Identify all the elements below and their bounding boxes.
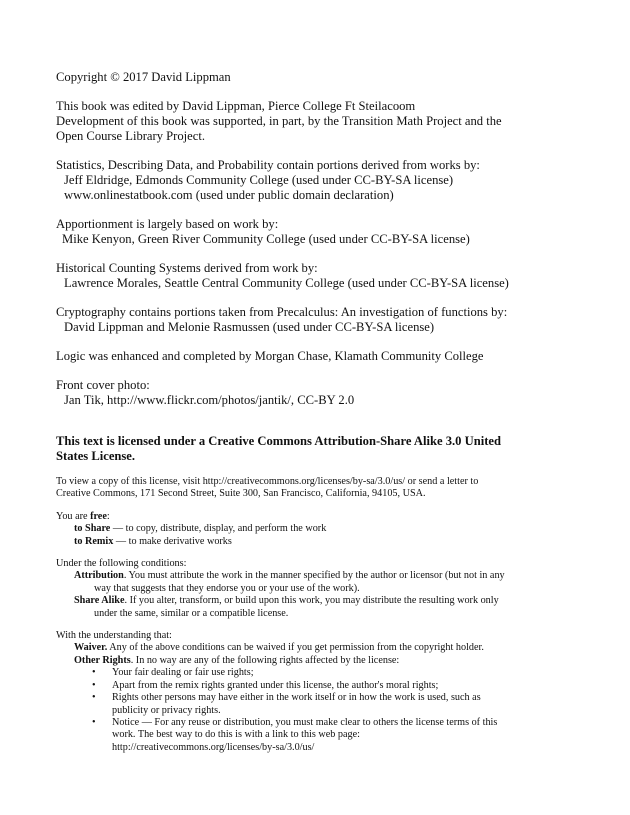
statistics-section <box>56 158 576 203</box>
list-item-line: Notice — For any reuse or distribution, you must make clear to others the license terms of this <box>112 716 498 728</box>
bullet-icon: • <box>92 679 96 691</box>
statistics-credit: www.onlinestatbook.com (used under public domain declaration) <box>64 188 394 202</box>
other-rights-item <box>56 655 576 667</box>
share-item <box>56 523 576 535</box>
license-title <box>56 434 576 464</box>
statistics-credit: Jeff Eldridge, Edmonds Community College (used under CC-BY-SA license) <box>64 173 454 187</box>
other-rights-term: Other Rights <box>74 654 131 666</box>
cryptography-credit: David Lippman and Melonie Rasmussen (used under CC-BY-SA license) <box>64 320 435 334</box>
bullet-icon: • <box>92 692 96 704</box>
waiver-term: Waiver. <box>74 642 108 654</box>
bullet-icon: • <box>92 716 96 728</box>
attribution-cont: way that suggests that they endorse you or your use of the work). <box>94 582 360 594</box>
list-item <box>92 680 576 692</box>
attribution-term: Attribution <box>74 570 124 582</box>
sharealike-text: . If you alter, transform, or build upon this work, you may distribute the resulting work only <box>124 595 499 607</box>
license-link[interactable]: http://creativecommons.org/licenses/by-sa/3.0/us/ <box>112 741 315 753</box>
counting-credit: Lawrence Morales, Seattle Central Community College (used under CC-BY-SA license) <box>64 276 509 290</box>
cover-section <box>56 378 576 408</box>
counting-heading: Historical Counting Systems derived from work by: <box>56 261 318 275</box>
cryptography-heading: Cryptography contains portions taken from Precalculus: An investigation of functions by: <box>56 305 508 319</box>
bullet-icon: • <box>92 667 96 679</box>
waiver-item <box>56 642 576 654</box>
understanding-section <box>56 630 576 754</box>
edited-line: Open Course Library Project. <box>56 129 205 143</box>
remix-text: — to make derivative works <box>113 535 232 547</box>
free-prefix: You are <box>56 510 91 522</box>
conditions-heading: Under the following conditions: <box>56 558 187 570</box>
apportionment-heading: Apportionment is largely based on work by: <box>56 217 279 231</box>
document-page <box>56 70 576 754</box>
cover-heading: Front cover photo: <box>56 378 150 392</box>
list-item-line: work. The best way to do this is with a link to this web page: <box>112 729 360 741</box>
cover-credit: Jan Tik, http://www.flickr.com/photos/jantik/, CC-BY 2.0 <box>64 393 355 407</box>
share-text: — to copy, distribute, display, and perform the work <box>110 523 327 535</box>
rights-list <box>56 667 576 754</box>
edited-line: Development of this book was supported, in part, by the Transition Math Project and the <box>56 114 502 128</box>
view-copy-section <box>56 476 576 501</box>
edited-line: This book was edited by David Lippman, Pierce College Ft Steilacoom <box>56 99 416 113</box>
sharealike-item <box>56 595 576 607</box>
sharealike-term: Share Alike <box>74 595 125 607</box>
list-item-line: Apart from the remix rights granted under this license, the author's moral rights; <box>112 679 439 691</box>
cryptography-section <box>56 305 576 335</box>
list-item <box>92 692 576 717</box>
remix-item <box>56 536 576 548</box>
list-item-line: Your fair dealing or fair use rights; <box>112 667 254 679</box>
sharealike-cont: under the same, similar or a compatible license. <box>94 607 289 619</box>
copyright-line: Copyright © 2017 David Lippman <box>56 70 231 84</box>
statistics-heading: Statistics, Describing Data, and Probability contain portions derived from works by: <box>56 158 480 172</box>
other-rights-text: . In no way are any of the following rights affected by the license: <box>130 654 400 666</box>
free-bold: free <box>90 510 107 522</box>
license-title-line: States License. <box>56 449 136 463</box>
list-item <box>92 717 576 754</box>
view-copy-line: Creative Commons, 171 Second Street, Suite 300, San Francisco, California, 94105, USA. <box>56 488 426 500</box>
conditions-section <box>56 558 576 620</box>
logic-line: Logic was enhanced and completed by Morgan Chase, Klamath Community College <box>56 349 484 363</box>
attribution-item <box>56 570 576 582</box>
share-term: to Share <box>74 523 111 535</box>
attribution-text: . You must attribute the work in the manner specified by the author or licensor (but not in any <box>123 570 505 582</box>
understanding-heading: With the understanding that: <box>56 630 172 642</box>
license-title-line: This text is licensed under a Creative Commons Attribution-Share Alike 3.0 United <box>56 434 501 448</box>
view-copy-line: To view a copy of this license, visit http://creativecommons.org/licenses/by-sa/3.0/us/ or send a letter to <box>56 476 479 487</box>
waiver-text: Any of the above conditions can be waived if you get permission from the copyright holder. <box>107 642 484 654</box>
remix-term: to Remix <box>74 535 114 547</box>
free-section <box>56 511 576 548</box>
list-item-line: Rights other persons may have either in the work itself or in how the work is used, such as <box>112 692 481 704</box>
list-item-line: publicity or privacy rights. <box>112 704 221 716</box>
free-heading <box>56 511 576 523</box>
list-item <box>92 667 576 679</box>
free-suffix: : <box>106 510 110 522</box>
counting-section <box>56 261 576 291</box>
edited-section <box>56 99 576 144</box>
apportionment-credit: Mike Kenyon, Green River Community College (used under CC-BY-SA license) <box>62 232 470 246</box>
apportionment-section <box>56 217 576 247</box>
